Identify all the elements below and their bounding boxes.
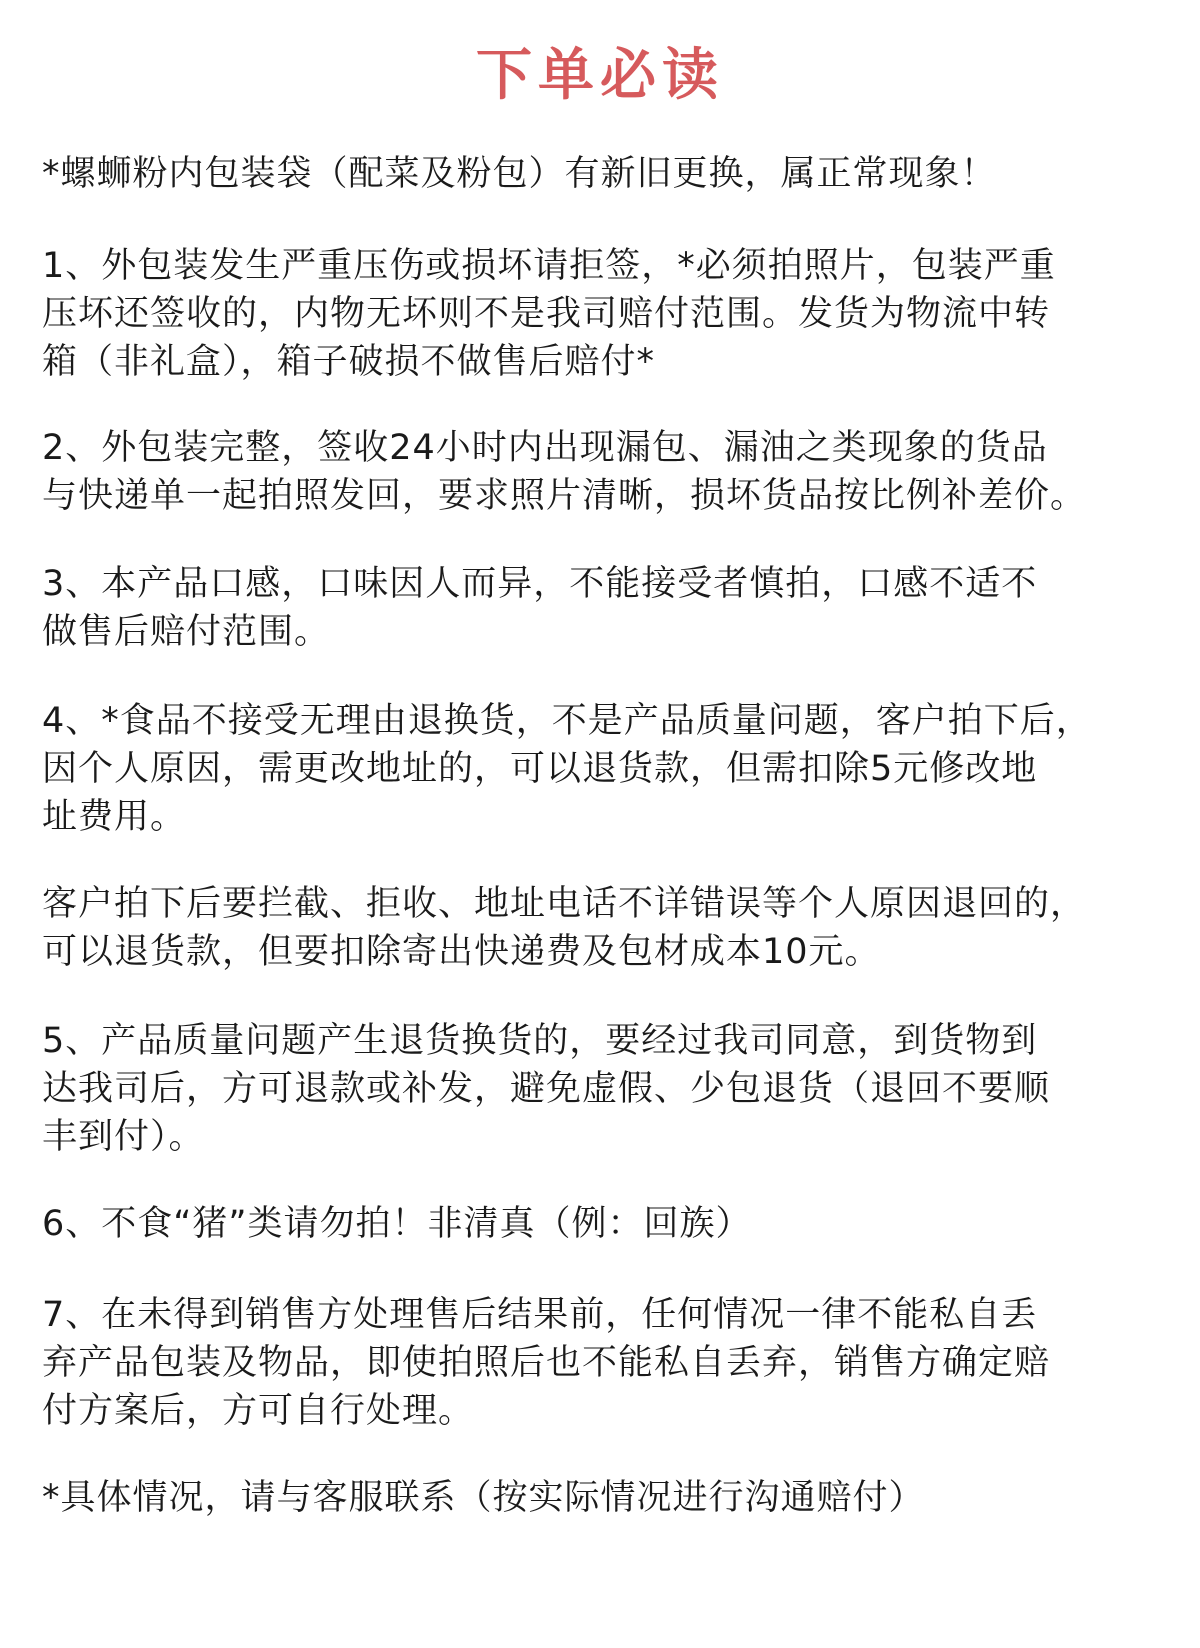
notice-item-7: 7、在未得到销售方处理售后结果前，任何情况一律不能私自丢 弃产品包装及物品，即使拍照后也不能私自丢弃，销售方确定赔 付方案后，方可自行处理。 [42, 1295, 1051, 1431]
notice-item-2: 2、外包装完整，签收24小时内出现漏包、漏油之类现象的货品 与快递单一起拍照发回，要求照片清晰，损坏货品按比例补差价。 [42, 428, 1087, 516]
notice-contact: *具体情况，请与客服联系（按实际情况进行沟通赔付） [42, 1478, 925, 1518]
notice-item-6: 6、不食“猪”类请勿拍！非清真（例：回族） [42, 1204, 752, 1244]
notice-item-4: 4、*食品不接受无理由退换货，不是产品质量问题，客户拍下后， 因个人原因，需更改地址的，可以退货款，但需扣除5元修改地 址费用。 [42, 701, 1092, 837]
notice-item-1: 1、外包装发生严重压伤或损坏请拒签，*必须拍照片，包装严重 压坏还签收的，内物无坏则不是我司赔付范围。发货为物流中转 箱（非礼盒），箱子破损不做售后赔付* [42, 246, 1056, 382]
notice-item-3: 3、本产品口感，口味因人而异，不能接受者慎拍，口感不适不 做售后赔付范围。 [42, 564, 1038, 652]
notice-packaging-change: *螺蛳粉内包装袋（配菜及粉包）有新旧更换，属正常现象！ [42, 154, 997, 194]
notice-item-4-extra: 客户拍下后要拦截、拒收、地址电话不详错误等个人原因退回的， 可以退货款，但要扣除寄出快递费及包材成本10元。 [42, 884, 1087, 972]
page-title: 下单必读 [476, 43, 724, 108]
notice-item-5: 5、产品质量问题产生退货换货的，要经过我司同意，到货物到 达我司后，方可退款或补发，避免虚假、少包退货（退回不要顺 丰到付）。 [42, 1021, 1051, 1157]
